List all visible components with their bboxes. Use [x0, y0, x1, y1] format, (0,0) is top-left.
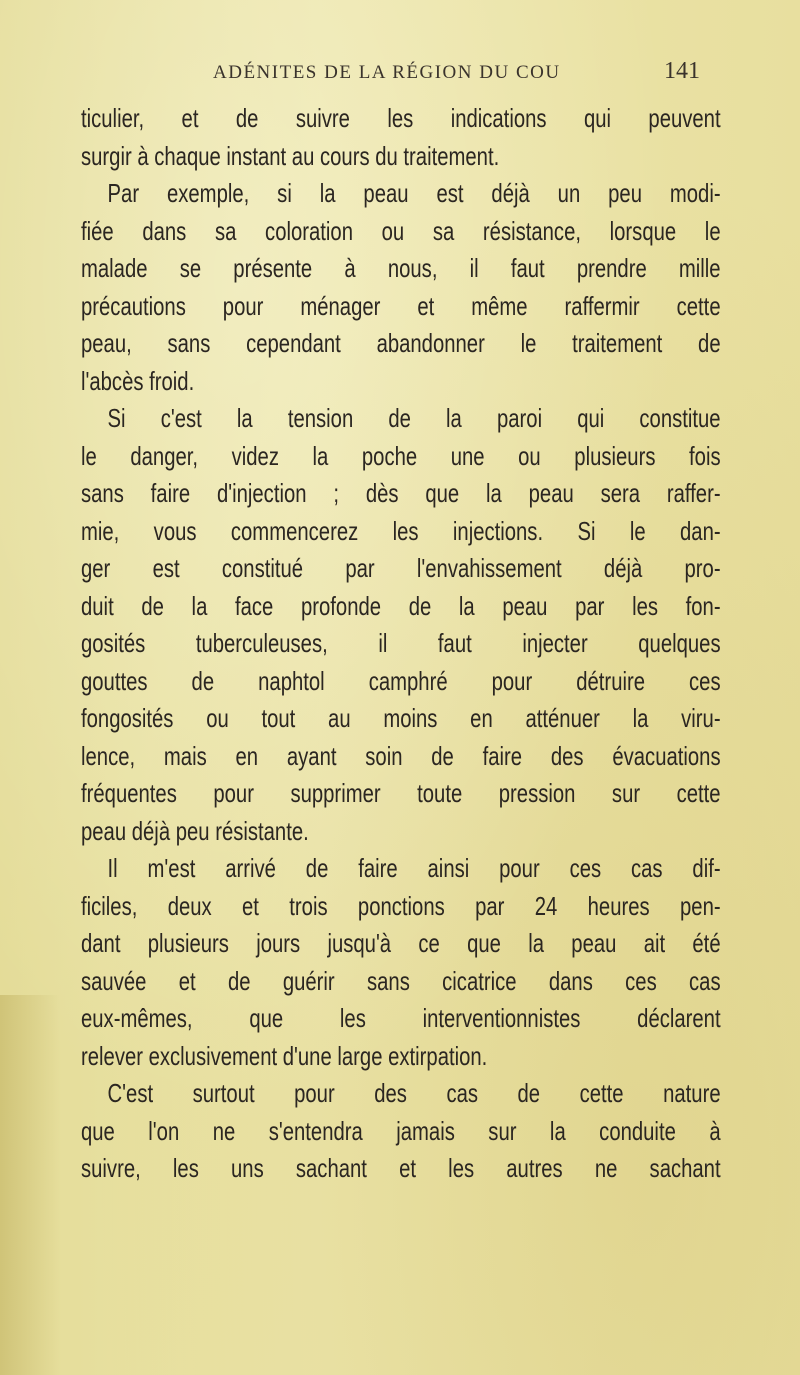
- text-line: Il m'est arrivé de faire ainsi pour ces cas dif-: [107, 853, 721, 883]
- page-edge-shadow: [0, 995, 60, 1375]
- text-line: fongosités ou tout au moins en atténuer la viru-: [81, 703, 721, 733]
- text-line: suivre, les uns sachant et les autres ne sachant: [81, 1153, 721, 1183]
- text-line: peau, sans cependant abandonner le traitement de: [81, 328, 721, 358]
- text-line: fiée dans sa coloration ou sa résistance, lorsque le: [81, 215, 721, 246]
- text-line: Si c'est la tension de la paroi qui constitue: [107, 403, 721, 433]
- text-line: C'est surtout pour des cas de cette nature: [107, 1078, 721, 1108]
- text-line: fréquentes pour supprimer toute pression sur cette: [81, 778, 721, 808]
- text-line: gouttes de naphtol camphré pour détruire ces: [81, 665, 721, 696]
- running-title: ADÉNITES DE LA RÉGION DU COU: [213, 62, 561, 83]
- text-line: Par exemple, si la peau est déjà un peu modi-: [107, 178, 721, 208]
- text-line: ticulier, et de suivre les indications qui peuvent: [81, 103, 721, 133]
- text-line: sans faire d'injection ; dès que la peau sera raffer-: [81, 478, 721, 508]
- text-line: ficiles, deux et trois ponctions par 24 heures pen-: [81, 890, 721, 921]
- text-line: l'abcès froid.: [81, 365, 195, 396]
- text-line: ger est constitué par l'envahissement déjà pro-: [81, 553, 721, 583]
- body-text: [81, 100, 721, 1188]
- text-line: relever exclusivement d'une large extirpation.: [81, 1040, 488, 1071]
- text-line: sauvée et de guérir sans cicatrice dans ces cas: [81, 965, 721, 996]
- text-line: dant plusieurs jours jusqu'à ce que la peau ait été: [81, 928, 721, 958]
- text-line: duit de la face profonde de la peau par les fon-: [81, 590, 721, 621]
- text-line: mie, vous commencerez les injections. Si le dan-: [81, 515, 721, 546]
- text-line: précautions pour ménager et même raffermir cette: [81, 290, 721, 321]
- text-line: peau déjà peu résistante.: [81, 815, 309, 846]
- text-line: gosités tuberculeuses, il faut injecter quelques: [81, 628, 721, 658]
- text-line: que l'on ne s'entendra jamais sur la conduite à: [81, 1115, 721, 1146]
- text-line: lence, mais en ayant soin de faire des évacuations: [81, 740, 721, 771]
- page-number: 141: [664, 58, 700, 84]
- text-line: eux-mêmes, que les interventionnistes déclarent: [81, 1003, 721, 1033]
- text-line: surgir à chaque instant au cours du traitement.: [81, 140, 500, 171]
- text-line: le danger, videz la poche une ou plusieurs fois: [81, 440, 721, 471]
- text-line: malade se présente à nous, il faut prendre mille: [81, 253, 721, 283]
- running-head: [0, 58, 800, 92]
